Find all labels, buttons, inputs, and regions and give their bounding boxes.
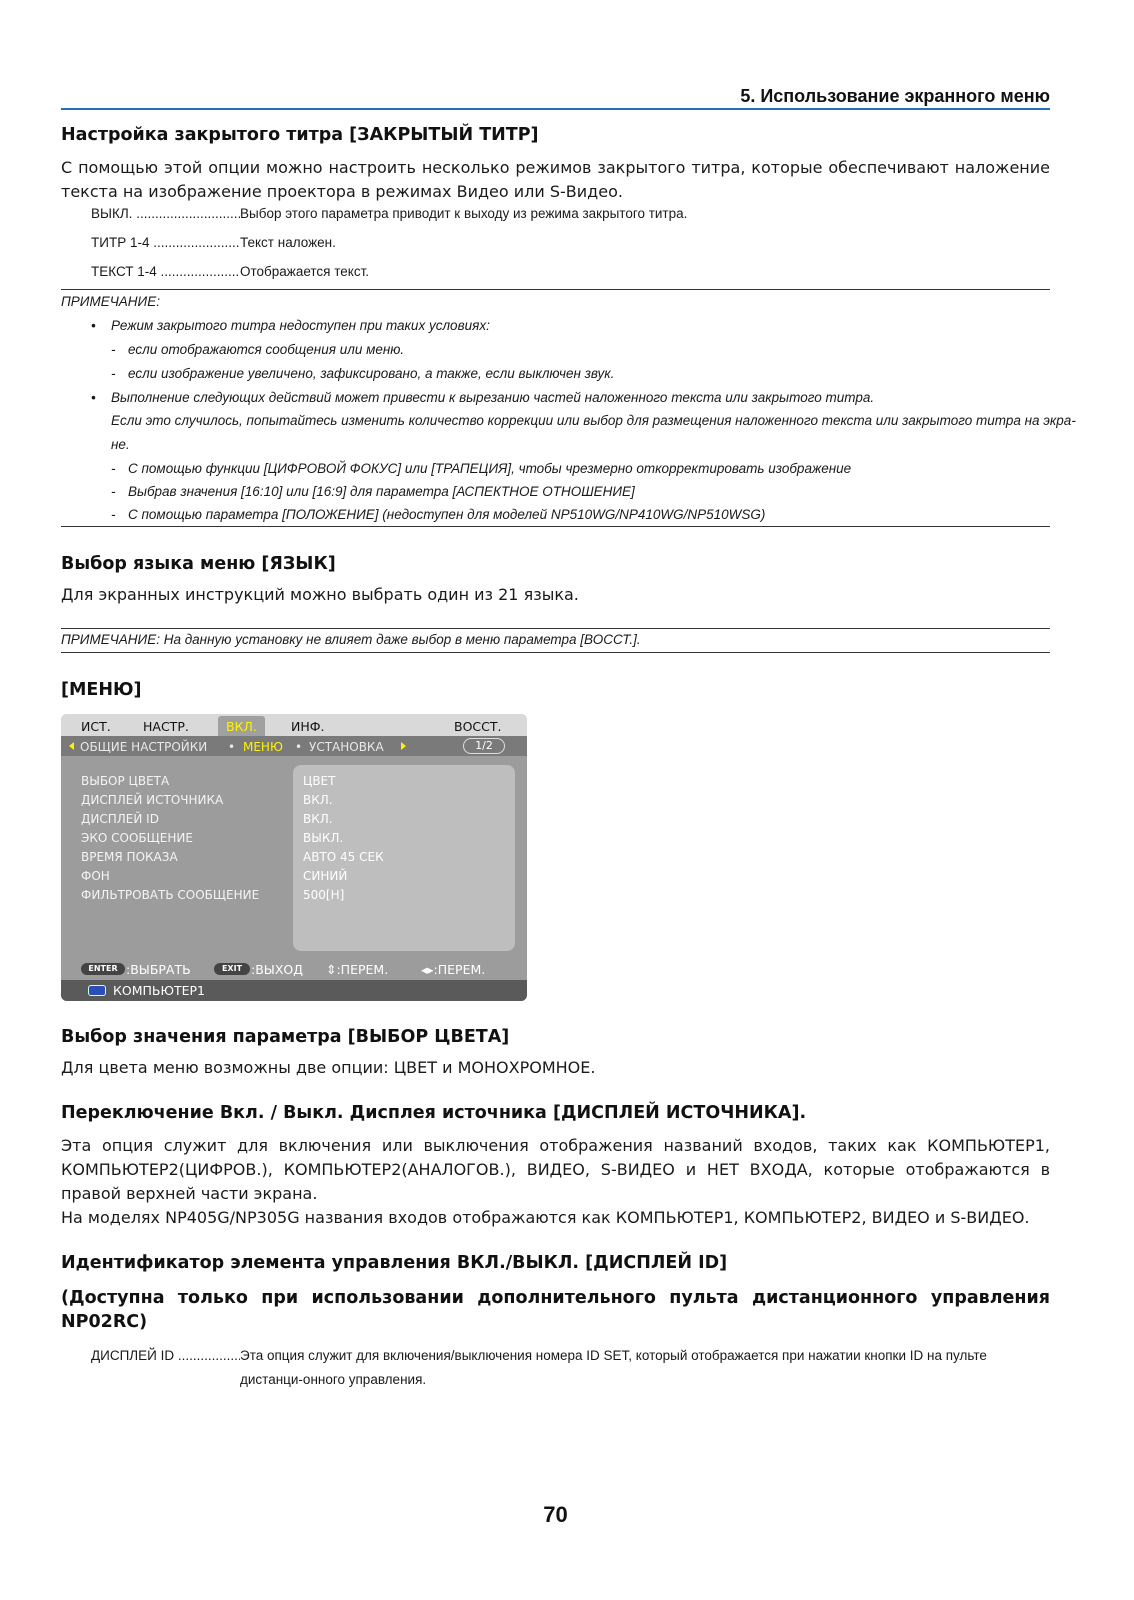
- osd-item-label: ВРЕМЯ ПОКАЗА: [81, 850, 178, 864]
- osd-page-indicator: 1/2: [463, 738, 505, 754]
- id-heading: Идентификатор элемента управления ВКЛ./ВЫКЛ. [ДИСПЛЕЙ ID]: [61, 1253, 728, 1273]
- def-desc: Текст наложен.: [240, 235, 336, 250]
- note-text: не.: [111, 437, 130, 452]
- source-heading: Переключение Вкл. / Выкл. Дисплея источника [ДИСПЛЕЙ ИСТОЧНИКА].: [61, 1103, 807, 1123]
- osd-item-label: ФИЛЬТРОВАТЬ СООБЩЕНИЕ: [81, 888, 260, 902]
- exit-key-icon: EXIT: [214, 963, 250, 975]
- vga-input-icon: [88, 985, 106, 996]
- osd-source-name: КОМПЬЮТЕР1: [113, 983, 205, 998]
- osd-item-label: ЭКО СООБЩЕНИЕ: [81, 831, 193, 845]
- def-desc: Выбор этого параметра приводит к выходу из режима закрытого титра.: [240, 206, 688, 221]
- osd-footer: [61, 960, 527, 980]
- bullet-icon: •: [91, 390, 96, 405]
- note-rule-bottom: [61, 652, 1050, 653]
- osd-tab-reset: ВОССТ.: [454, 719, 502, 734]
- osd-subtab-bar: [61, 736, 527, 756]
- def-term: ТЕКСТ 1-4 .....: [91, 264, 240, 279]
- color-heading: Выбор значения параметра [ВЫБОР ЦВЕТА]: [61, 1027, 510, 1047]
- note-rule-top: [61, 628, 1050, 629]
- lang-body: Для экранных инструкций можно выбрать один из 21 языка.: [61, 585, 579, 604]
- chapter-header: 5. Использование экранного меню: [740, 86, 1050, 106]
- def-term: ДИСПЛЕЙ ID .....: [91, 1344, 240, 1392]
- dash-icon: -: [111, 507, 116, 522]
- cc-heading: Настройка закрытого титра [ЗАКРЫТЫЙ ТИТР]: [61, 125, 539, 145]
- osd-item-label: ДИСПЛЕЙ ИСТОЧНИКА: [81, 793, 224, 807]
- note-rule-top: [61, 289, 1050, 290]
- dash-icon: -: [111, 366, 116, 381]
- osd-item-value: ВЫКЛ.: [303, 831, 344, 845]
- def-desc: Эта опция служит для включения/выключения номера ID SET, который отображается при нажатии кнопки ID на пульте дистанци-онного управления.: [240, 1348, 987, 1387]
- osd-tab-bar: [61, 714, 527, 736]
- note-sub: Выбрав значения [16:10] или [16:9] для параметра [АСПЕКТНОЕ ОТНОШЕНИЕ]: [128, 484, 635, 499]
- osd-item-value: ВКЛ.: [303, 793, 333, 807]
- def-term: ТИТР 1-4 .....: [91, 235, 240, 250]
- osd-subtab-menu: МЕНЮ: [243, 740, 283, 754]
- bullet-icon: •: [91, 318, 96, 333]
- osd-footer-select: :ВЫБРАТЬ: [126, 962, 191, 977]
- osd-menu-screenshot: [61, 714, 527, 1001]
- osd-item-value: 500[H]: [303, 888, 345, 902]
- note-sub: С помощью функции [ЦИФРОВОЙ ФОКУС] или [ТРАПЕЦИЯ], чтобы чрезмерно откорректировать изображение: [128, 461, 852, 476]
- bullet-icon: •: [228, 740, 236, 754]
- color-body: Для цвета меню возможны две опции: ЦВЕТ и МОНОХРОМНОЕ.: [61, 1058, 596, 1077]
- lang-note: ПРИМЕЧАНИЕ: На данную установку не влияет даже выбор в меню параметра [ВОССТ.].: [61, 632, 641, 647]
- source-body: Эта опция служит для включения или выключения отображения названий входов, таких как КОМПЬЮТЕР1, КОМПЬЮТЕР2(ЦИФРОВ.), КОМПЬЮТЕР2(АНАЛОГОВ.), ВИДЕО, S-ВИДЕО и НЕТ ВХОДА, которые отображаются в правой верхней части экрана.: [61, 1136, 1050, 1203]
- osd-tab-setup: ВКЛ.: [218, 716, 265, 739]
- note-sub: С помощью параметра [ПОЛОЖЕНИЕ] (недоступен для моделей NP510WG/NP410WG/NP510WSG): [128, 507, 766, 522]
- note-sub: если изображение увеличено, зафиксировано, а также, если выключен звук.: [128, 366, 615, 381]
- cc-intro: С помощью этой опции можно настроить несколько режимов закрытого титра, которые обеспечивают наложение текста на изображение проектора в режимах Видео или S-Видео.: [61, 158, 1050, 201]
- osd-footer-move-vertical: ⇕:ПЕРЕМ.: [326, 962, 389, 977]
- def-row: [91, 264, 1050, 279]
- enter-key-icon: ENTER: [81, 963, 125, 975]
- osd-source-bar: [61, 980, 527, 1001]
- def-row: [91, 206, 1050, 221]
- dash-icon: -: [111, 342, 116, 357]
- def-desc: Отображается текст.: [240, 264, 370, 279]
- note-text: Если это случилось, попытайтесь изменить количество коррекции или выбор для размещения наложенного текста или закрытого титра на экра-: [111, 413, 1076, 428]
- osd-subtab-install: УСТАНОВКА: [309, 740, 384, 754]
- osd-footer-move-horizontal: ◂▸:ПЕРЕМ.: [421, 962, 486, 977]
- dash-icon: -: [111, 461, 116, 476]
- osd-tab-source: ИСТ.: [81, 719, 111, 734]
- right-arrow-icon: [401, 742, 406, 750]
- left-arrow-icon: [69, 742, 74, 750]
- def-row: [91, 1344, 1050, 1392]
- note-rule-bottom: [61, 526, 1050, 527]
- dash-icon: -: [111, 484, 116, 499]
- note-bullet: Выполнение следующих действий может привести к вырезанию частей наложенного текста или закрытого титра.: [111, 390, 875, 405]
- def-term: ВЫКЛ. .....: [91, 206, 240, 221]
- note-title: ПРИМЕЧАНИЕ:: [61, 294, 160, 309]
- note-bullet: Режим закрытого титра недоступен при таких условиях:: [111, 318, 490, 333]
- osd-item-value: АВТО 45 СЕК: [303, 850, 384, 864]
- menu-heading: [МЕНЮ]: [61, 680, 142, 700]
- page-number: 70: [543, 1502, 568, 1527]
- osd-tab-adjust: НАСТР.: [143, 719, 189, 734]
- source-body-models: На моделях NP405G/NP305G названия входов отображаются как КОМПЬЮТЕР1, КОМПЬЮТЕР2, ВИДЕО и S-ВИДЕО.: [61, 1208, 1030, 1227]
- header-rule: [61, 108, 1050, 110]
- bullet-icon: •: [295, 740, 303, 754]
- osd-item-label: ДИСПЛЕЙ ID: [81, 812, 159, 826]
- osd-item-label: ВЫБОР ЦВЕТА: [81, 774, 170, 788]
- lang-heading: Выбор языка меню [ЯЗЫК]: [61, 554, 336, 574]
- id-subheading: (Доступна только при использовании дополнительного пульта дистанционного управления NP02RC): [61, 1288, 1050, 1332]
- osd-tab-info: ИНФ.: [291, 719, 325, 734]
- osd-item-value: СИНИЙ: [303, 869, 348, 883]
- osd-subtab-general: ОБЩИЕ НАСТРОЙКИ: [80, 740, 208, 754]
- osd-item-value: ЦВЕТ: [303, 774, 336, 788]
- osd-footer-exit: :ВЫХОД: [251, 962, 303, 977]
- osd-item-label: ФОН: [81, 869, 110, 883]
- def-row: [91, 235, 1050, 250]
- note-sub: если отображаются сообщения или меню.: [128, 342, 405, 357]
- osd-item-value: ВКЛ.: [303, 812, 333, 826]
